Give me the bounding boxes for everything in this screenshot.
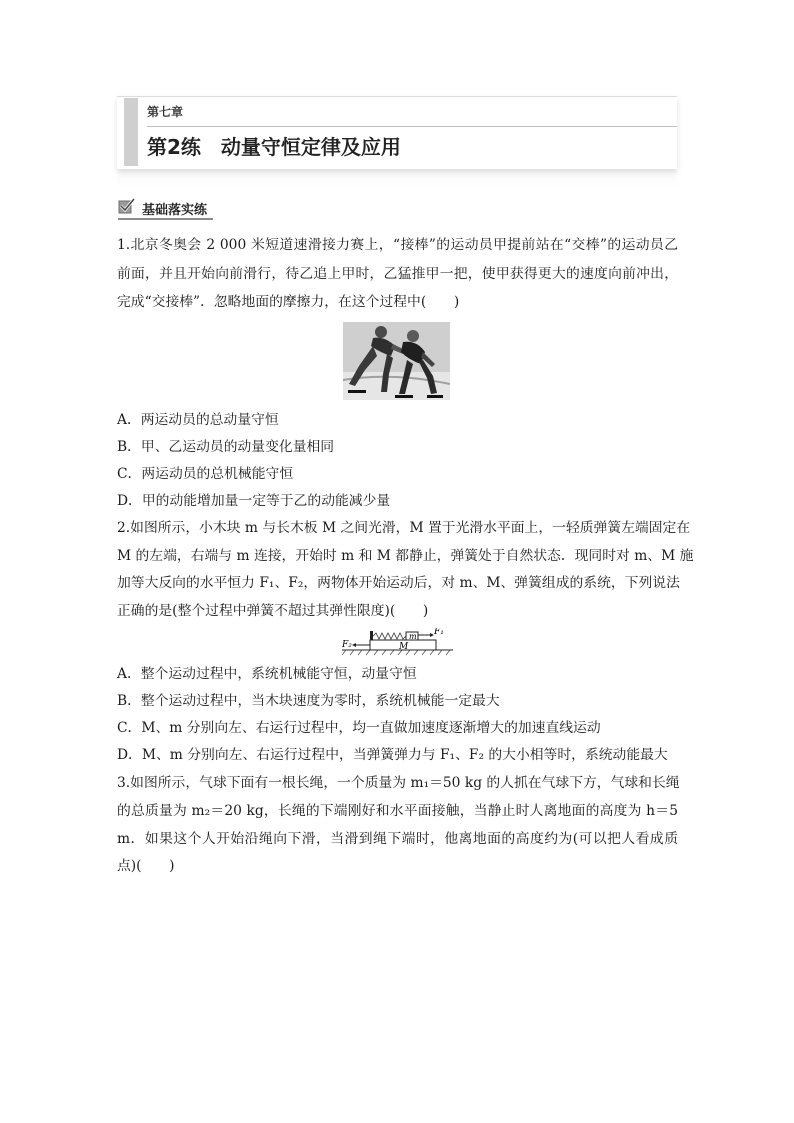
q2-option-b: B．整个运动过程中，当木块速度为零时，系统机械能一定最大 <box>117 693 500 709</box>
speed-skating-photo <box>343 322 450 404</box>
chapter-label: 第七章 <box>147 105 184 119</box>
q2-line-3: 加等大反向的水平恒力 F₁、F₂，两物体开始运动后，对 m、M、弹簧组成的系统，下列说法 <box>117 575 680 591</box>
label-F1: F₁ <box>434 628 444 637</box>
label-m: m <box>409 632 417 641</box>
spring-block-diagram <box>340 628 455 660</box>
section-heading <box>118 198 213 220</box>
q1-line-1: 1.北京冬奥会 2 000 米短道速滑接力赛上，“接棒”的运动员甲提前站在“交棒”的运动员乙 <box>117 237 678 253</box>
q2-option-c: C．M、m 分别向左、右运行过程中，均一直做加速度逐渐增大的加速直线运动 <box>117 720 601 736</box>
q3-line-3: m．如果这个人开始沿绳向下滑，当滑到绳下端时，他离地面的高度约为(可以把人看成质 <box>117 831 678 847</box>
q3-line-4: 点)( ) <box>117 858 175 874</box>
label-M: M <box>399 642 409 652</box>
page-title: 第2练 动量守恒定律及应用 <box>147 135 401 159</box>
q2-option-d: D．M、m 分别向左、右运行过程中，当弹簧弹力与 F₁、F₂ 的大小相等时，系统动能最大 <box>117 747 668 763</box>
q1-option-c: C．两运动员的总机械能守恒 <box>117 466 294 482</box>
checkbox-icon <box>118 198 136 218</box>
label-F2: F₂ <box>342 640 352 650</box>
q1-line-2: 前面，并且开始向前滑行，待乙追上甲时，乙猛推甲一把，使甲获得更大的速度向前冲出， <box>117 266 678 282</box>
q2-line-4: 正确的是(整个过程中弹簧不超过其弹性限度)( ) <box>117 603 429 619</box>
header-divider <box>147 126 677 127</box>
q1-option-a: A．两运动员的总动量守恒 <box>117 412 279 428</box>
q2-line-2: M 的左端，右端与 m 连接，开始时 m 和 M 都静止，弹簧处于自然状态．现同时对 m、M 施 <box>117 548 694 564</box>
q1-option-d: D．甲的动能增加量一定等于乙的动能减少量 <box>117 493 391 509</box>
q3-line-2: 的总质量为 m₂＝20 kg，长绳的下端刚好和水平面接触，当静止时人离地面的高度为 h＝5 <box>117 803 678 819</box>
header-accent-bar <box>124 98 138 166</box>
q3-line-1: 3.如图所示，气球下面有一根长绳，一个质量为 m₁＝50 kg 的人抓在气球下方，气球和长绳 <box>117 775 680 791</box>
section-label: 基础落实练 <box>142 202 208 218</box>
q2-option-a: A．整个运动过程中，系统机械能守恒，动量守恒 <box>117 666 417 682</box>
q2-line-1: 2.如图所示，小木块 m 与长木板 M 之间光滑，M 置于光滑水平面上，一轻质弹簧左端固定在 <box>117 520 691 536</box>
q1-option-b: B．甲、乙运动员的动量变化量相同 <box>117 439 335 455</box>
q1-line-3: 完成“交接棒”．忽略地面的摩擦力，在这个过程中( ) <box>117 294 460 310</box>
